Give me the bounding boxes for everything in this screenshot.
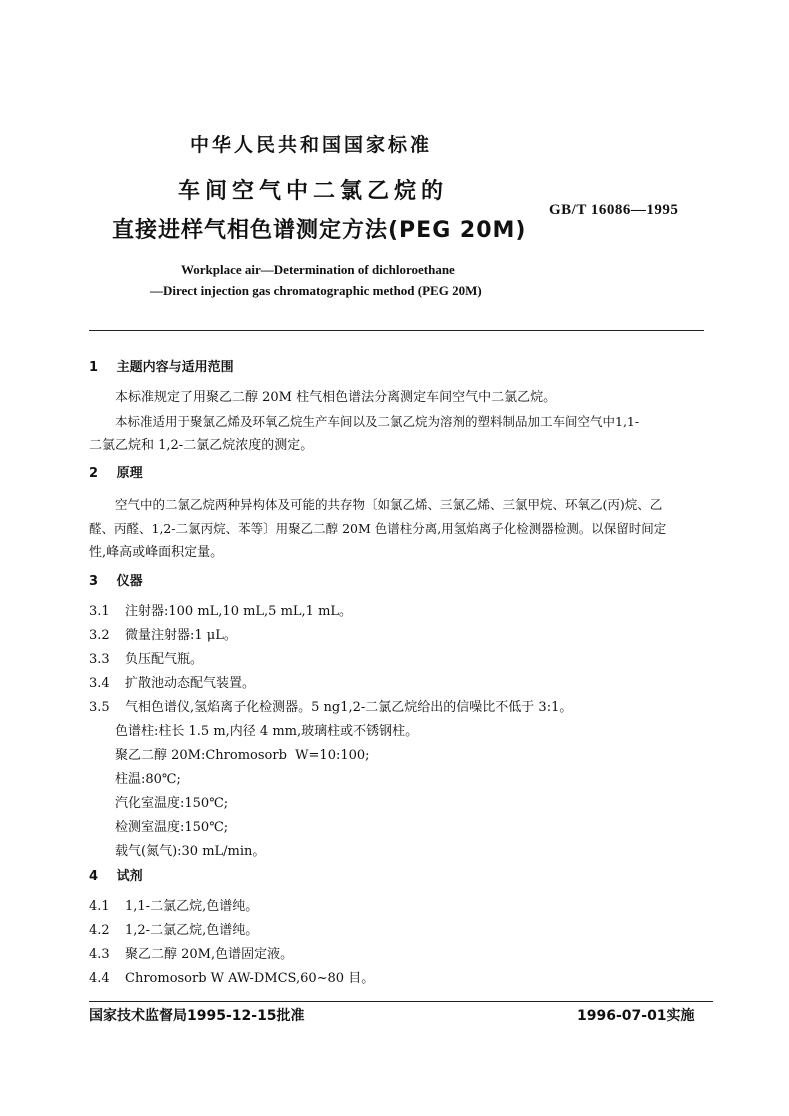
item-number: 3.2 (89, 628, 110, 643)
item-text: Chromosorb W AW-DMCS,60~80 目。 (125, 971, 375, 986)
list-item (89, 628, 237, 644)
item-number: 4.1 (89, 899, 110, 914)
section-1-paragraph-2-line2: 二氯乙烷和 1,2-二氯乙烷浓度的测定。 (89, 438, 314, 453)
implementation-note: 1996-07-01实施 (577, 1008, 695, 1024)
item-text: 1,1-二氯乙烷,色谱纯。 (125, 899, 259, 914)
item-number: 4.3 (89, 947, 110, 962)
section-2-paragraph-line1: 空气中的二氯乙烷两种异构体及可能的共存物〔如氯乙烯、三氯乙烯、三氯甲烷、环氧乙(丙)烷、乙 (115, 497, 663, 512)
list-item (89, 971, 374, 987)
list-item (89, 923, 258, 939)
english-title-line1: Workplace air—Determination of dichloroethane (181, 262, 455, 277)
instrument-detail: 检测室温度:150℃; (115, 820, 229, 835)
item-text: 气相色谱仪,氢焰离子化检测器。5 ng1,2-二氯乙烷给出的信噪比不低于 3:1。 (125, 700, 573, 715)
document-title-line2: 直接进样气相色谱测定方法(PEG 20M) (112, 218, 527, 243)
section-1-paragraph-2-line1: 本标准适用于聚氯乙烯及环氧乙烷生产车间以及二氯乙烷为溶剂的塑料制品加工车间空气中1,1- (115, 414, 640, 429)
item-text: 负压配气瓶。 (125, 652, 204, 667)
english-title-line2: —Direct injection gas chromatographic method (PEG 20M) (150, 283, 482, 298)
section-2-heading (89, 466, 143, 482)
section-number: 1 (89, 360, 99, 375)
instrument-detail: 色谱柱:柱长 1.5 m,内径 4 mm,玻璃柱或不锈钢柱。 (115, 724, 419, 739)
section-title: 原理 (116, 466, 143, 481)
section-number: 4 (89, 869, 99, 884)
item-number: 3.3 (89, 652, 110, 667)
national-standard-heading: 中华人民共和国国家标准 (190, 134, 433, 156)
list-item (89, 676, 255, 692)
section-title: 试剂 (116, 869, 143, 884)
item-text: 注射器:100 mL,10 mL,5 mL,1 mL。 (125, 604, 353, 619)
section-number: 3 (89, 574, 99, 589)
section-title: 仪器 (116, 574, 143, 589)
item-number: 3.1 (89, 604, 110, 619)
instrument-detail: 汽化室温度:150℃; (115, 796, 229, 811)
item-text: 扩散池动态配气装置。 (125, 676, 256, 691)
list-item (89, 899, 258, 915)
instrument-detail: 载气(氮气):30 mL/min。 (115, 844, 266, 859)
item-text: 微量注射器:1 μL。 (125, 628, 237, 643)
section-1-heading (89, 360, 234, 376)
section-2-paragraph-line2: 醛、丙醛、1,2-二氯丙烷、苯等〕用聚乙二醇 20M 色谱柱分离,用氢焰离子化检测器检测。以保留时间定 (89, 521, 667, 536)
section-1-paragraph-1: 本标准规定了用聚乙二醇 20M 柱气相色谱法分离测定车间空气中二氯乙烷。 (115, 390, 557, 405)
item-number: 4.4 (89, 971, 110, 986)
item-number: 4.2 (89, 923, 110, 938)
instrument-detail: 柱温:80℃; (115, 772, 181, 787)
item-number: 3.4 (89, 676, 110, 691)
item-text: 1,2-二氯乙烷,色谱纯。 (125, 923, 259, 938)
section-2-paragraph-line3: 性,峰高或峰面积定量。 (89, 545, 224, 560)
document-title-line1: 车间空气中二氯乙烷的 (178, 179, 449, 204)
standard-code: GB/T 16086—1995 (549, 202, 679, 218)
header-rule (89, 330, 704, 331)
list-item (89, 652, 203, 668)
footer-rule (89, 1001, 713, 1002)
instrument-detail: 聚乙二醇 20M:Chromosorb W=10:100; (115, 748, 370, 763)
list-item (89, 947, 293, 963)
approval-note: 国家技术监督局1995-12-15批准 (89, 1008, 305, 1024)
section-4-heading (89, 869, 143, 885)
section-number: 2 (89, 466, 99, 481)
list-item (89, 604, 352, 620)
item-number: 3.5 (89, 700, 110, 715)
list-item (89, 700, 572, 716)
section-title: 主题内容与适用范围 (116, 360, 234, 375)
item-text: 聚乙二醇 20M,色谱固定液。 (125, 947, 294, 962)
section-3-heading (89, 574, 143, 590)
